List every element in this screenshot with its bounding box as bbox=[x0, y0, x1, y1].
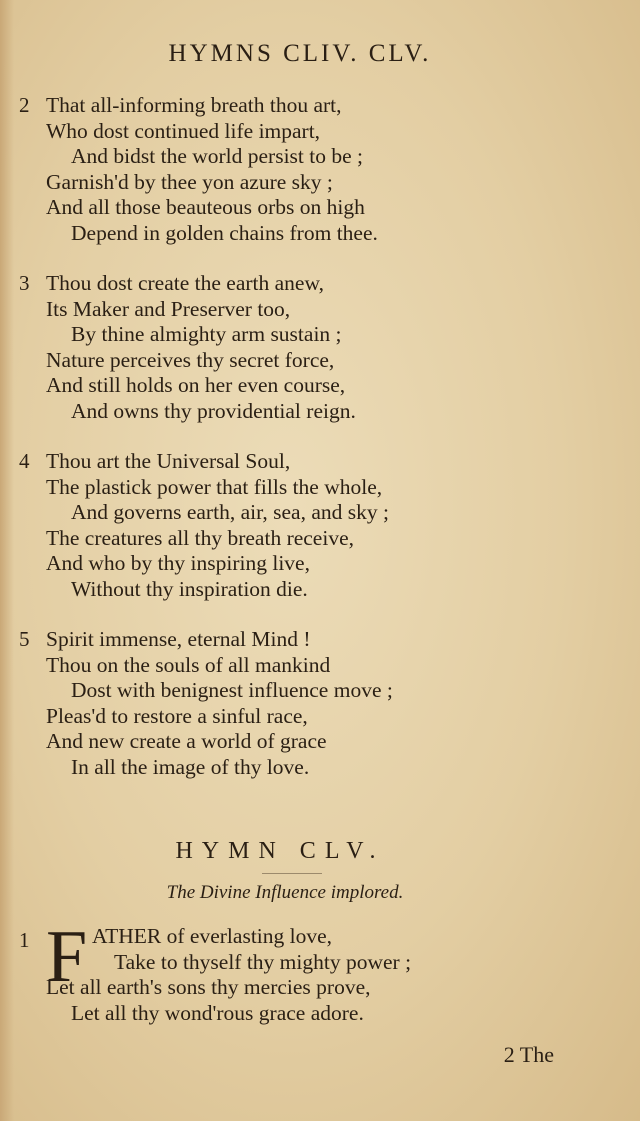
verse-line: Let all earth's sons thy mercies prove, bbox=[46, 975, 371, 999]
verse-line: Nature perceives thy secret force, bbox=[46, 347, 335, 372]
verse-line: And owns thy providential reign. bbox=[71, 398, 356, 423]
verse-line: Spirit immense, eternal Mind ! bbox=[46, 627, 311, 651]
verse-line: Take to thyself thy mighty power ; bbox=[114, 949, 412, 974]
stanza-2 bbox=[19, 93, 606, 246]
verse-line: Thou art the Universal Soul, bbox=[46, 449, 291, 473]
verse-line: That all-informing breath thou art, bbox=[46, 93, 342, 117]
verse-line: Thou dost create the earth anew, bbox=[46, 271, 324, 295]
stanza-5 bbox=[19, 627, 606, 780]
verse-line: Let all thy wond'rous grace adore. bbox=[71, 1000, 364, 1025]
verse-line: Thou on the souls of all mankind bbox=[46, 652, 331, 677]
stanza-number: 4 bbox=[19, 449, 30, 473]
stanza-number: 3 bbox=[19, 271, 30, 295]
hymn-155-title: HYMN CLV. bbox=[175, 838, 385, 864]
verse-line: And governs earth, air, sea, and sky ; bbox=[71, 500, 389, 524]
verse-line: Who dost continued life impart, bbox=[46, 118, 321, 143]
hymn-155-body bbox=[19, 916, 606, 1026]
stanza-number: 1 bbox=[19, 928, 30, 952]
catchword: 2 The bbox=[503, 1042, 554, 1067]
verse-line: Without thy inspiration die. bbox=[71, 576, 308, 601]
title-rule bbox=[262, 873, 322, 874]
stanza-number: 5 bbox=[19, 627, 30, 651]
verse-line: Its Maker and Preserver too, bbox=[46, 296, 291, 321]
stanza-number: 2 bbox=[19, 93, 30, 117]
verse-line: Pleas'd to restore a sinful race, bbox=[46, 703, 308, 728]
page-gutter-shadow bbox=[0, 0, 14, 1121]
drop-cap: F bbox=[46, 916, 88, 998]
verse-line: ATHER of everlasting love, bbox=[92, 924, 333, 948]
stanza-3 bbox=[19, 271, 606, 424]
stanza-4 bbox=[19, 449, 606, 602]
hymn-154-body bbox=[19, 93, 606, 805]
verse-line: The creatures all thy breath receive, bbox=[46, 525, 354, 550]
verse-line: Garnish'd by thee yon azure sky ; bbox=[46, 169, 333, 194]
verse-line: And bidst the world persist to be ; bbox=[71, 144, 364, 168]
verse-line: And still holds on her even course, bbox=[46, 373, 346, 397]
verse-line: And all those beauteous orbs on high bbox=[46, 195, 365, 219]
verse-line: The plastick power that fills the whole, bbox=[46, 474, 383, 499]
verse-line: By thine almighty arm sustain ; bbox=[71, 322, 342, 346]
verse-line: In all the image of thy love. bbox=[71, 754, 310, 779]
hymn-155-subtitle: The Divine Influence implored. bbox=[166, 882, 404, 903]
verse-line: And new create a world of grace bbox=[46, 729, 327, 753]
verse-line: Dost with benignest influence move ; bbox=[71, 678, 393, 702]
verse-line: Depend in golden chains from thee. bbox=[71, 220, 378, 245]
running-header: HYMNS CLIV. CLV. bbox=[168, 40, 432, 67]
verse-line: And who by thy inspiring live, bbox=[46, 551, 310, 575]
